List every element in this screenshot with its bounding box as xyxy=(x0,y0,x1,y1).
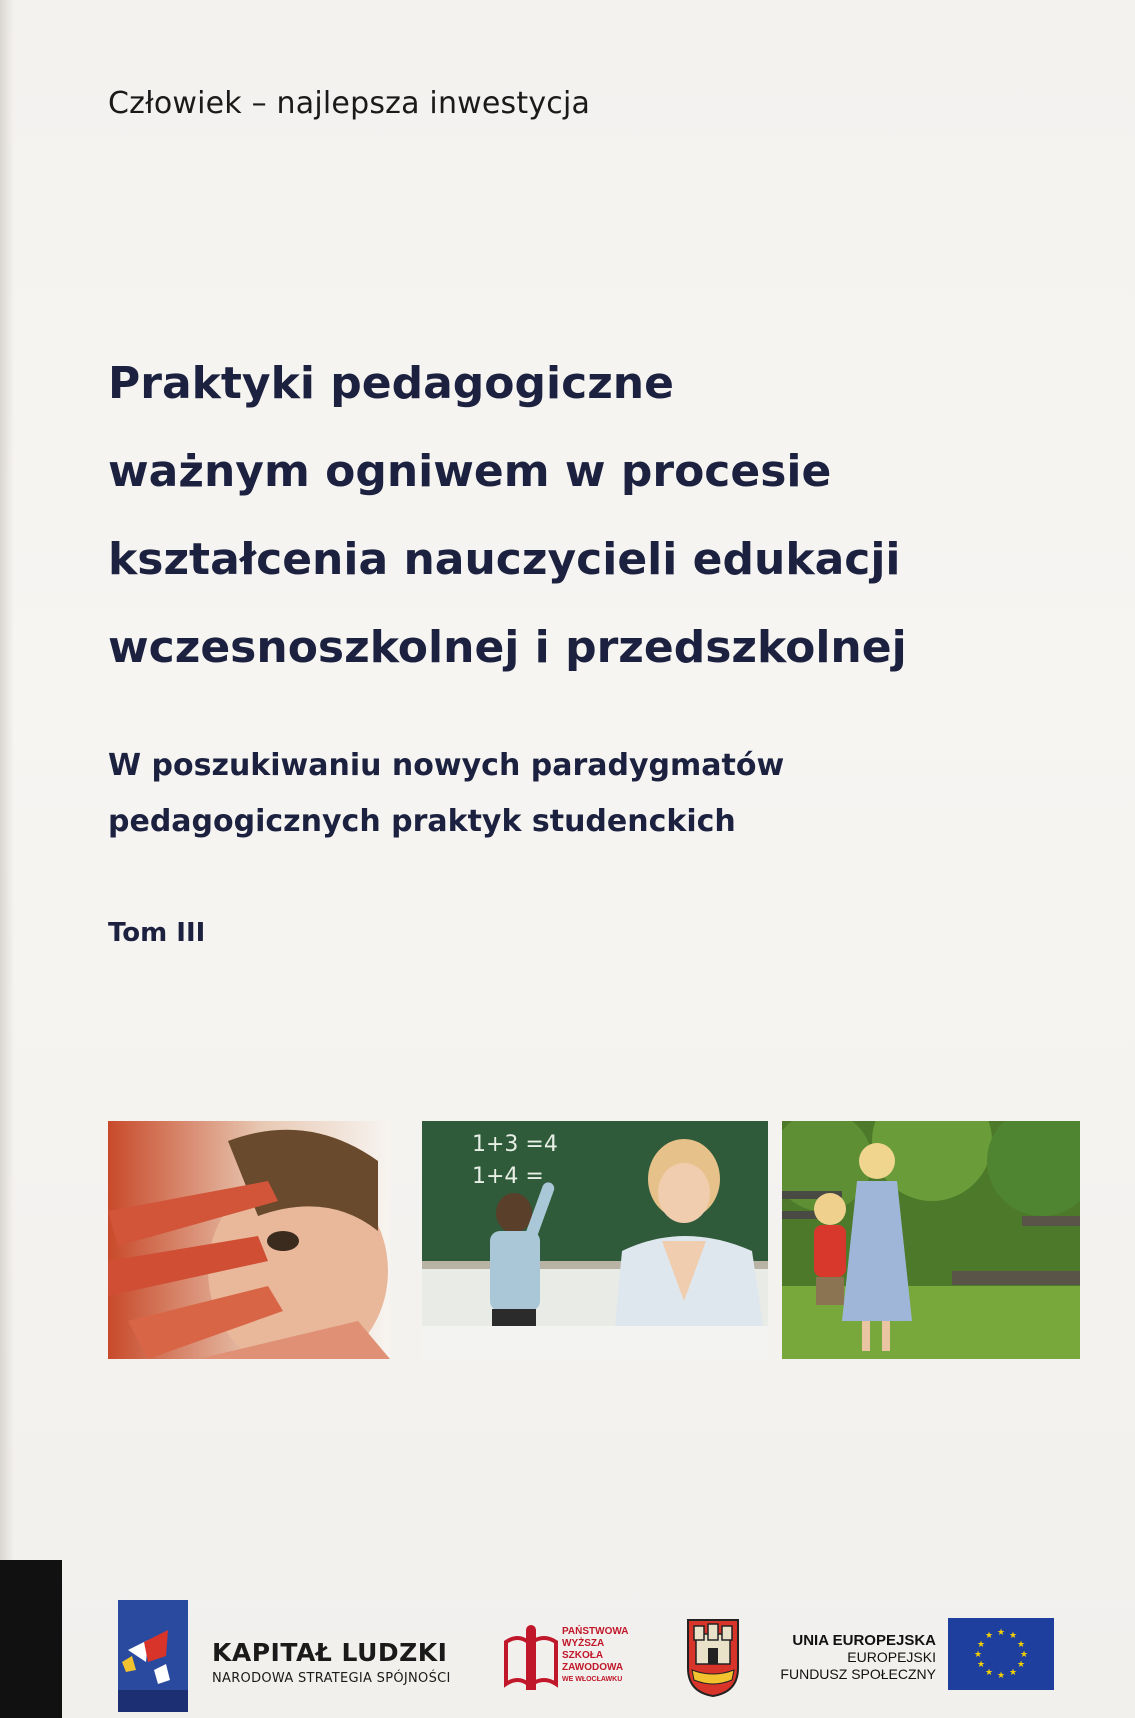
kapital-ludzki-logo xyxy=(118,1600,188,1712)
pwsz-city: WE WŁOCŁAWKU xyxy=(562,1676,623,1683)
eu-title: UNIA EUROPEJSKA xyxy=(792,1632,936,1649)
pwsz-line: PAŃSTWOWA xyxy=(562,1626,629,1637)
eu-fund-line: FUNDUSZ SPOŁECZNY xyxy=(780,1666,936,1682)
title-line: ważnym ogniwem w procesie xyxy=(108,446,832,497)
volume-label: Tom III xyxy=(108,918,206,948)
svg-text:★: ★ xyxy=(1016,1640,1026,1650)
svg-text:★: ★ xyxy=(984,1668,994,1678)
svg-text:★: ★ xyxy=(976,1660,986,1670)
title-line: kształcenia nauczycieli edukacji xyxy=(108,534,901,585)
photo-child-hand xyxy=(108,1121,390,1359)
svg-text:★: ★ xyxy=(1016,1660,1026,1670)
svg-text:★: ★ xyxy=(1008,1631,1018,1641)
svg-text:★: ★ xyxy=(996,1628,1006,1638)
title-line: Praktyki pedagogiczne xyxy=(108,358,674,409)
sponsor-logos xyxy=(0,1600,1135,1718)
pwsz-logo xyxy=(502,1624,560,1694)
title-line: wczesnoszkolnej i przedszkolnej xyxy=(108,622,907,673)
svg-text:★: ★ xyxy=(976,1640,986,1650)
eu-flag-icon xyxy=(948,1618,1054,1690)
svg-text:★: ★ xyxy=(1008,1668,1018,1678)
eu-text xyxy=(780,1632,936,1683)
svg-text:★: ★ xyxy=(984,1631,994,1641)
subtitle-line: W poszukiwaniu nowych paradygmatów xyxy=(108,748,785,783)
book-title xyxy=(108,340,1058,692)
kapital-ludzki-title: KAPITAŁ LUDZKI xyxy=(212,1638,448,1667)
pwsz-line: ZAWODOWA xyxy=(562,1662,624,1673)
svg-text:★: ★ xyxy=(1019,1650,1029,1660)
pwsz-line: SZKOŁA xyxy=(562,1650,604,1661)
subtitle-line: pedagogicznych praktyk studenckich xyxy=(108,804,736,839)
series-title: Człowiek – najlepsza inwestycja xyxy=(108,86,591,121)
city-crest-logo xyxy=(686,1618,740,1698)
svg-text:★: ★ xyxy=(996,1671,1006,1681)
book-subtitle xyxy=(108,738,1008,850)
eu-fund-line: EUROPEJSKI xyxy=(847,1649,936,1665)
pwsz-line: WYŻSZA xyxy=(562,1638,605,1649)
photo-classroom xyxy=(422,1121,768,1359)
photo-children-garden xyxy=(782,1121,1080,1359)
spine-shadow xyxy=(0,0,14,1718)
chalkboard-line: 1+4 = xyxy=(472,1164,544,1189)
pwsz-text xyxy=(562,1626,628,1686)
kapital-ludzki-text xyxy=(212,1638,451,1686)
kapital-ludzki-subtitle: NARODOWA STRATEGIA SPÓJNOŚCI xyxy=(212,1671,451,1686)
chalkboard-line: 1+3 =4 xyxy=(472,1132,558,1157)
svg-text:★: ★ xyxy=(973,1650,983,1660)
